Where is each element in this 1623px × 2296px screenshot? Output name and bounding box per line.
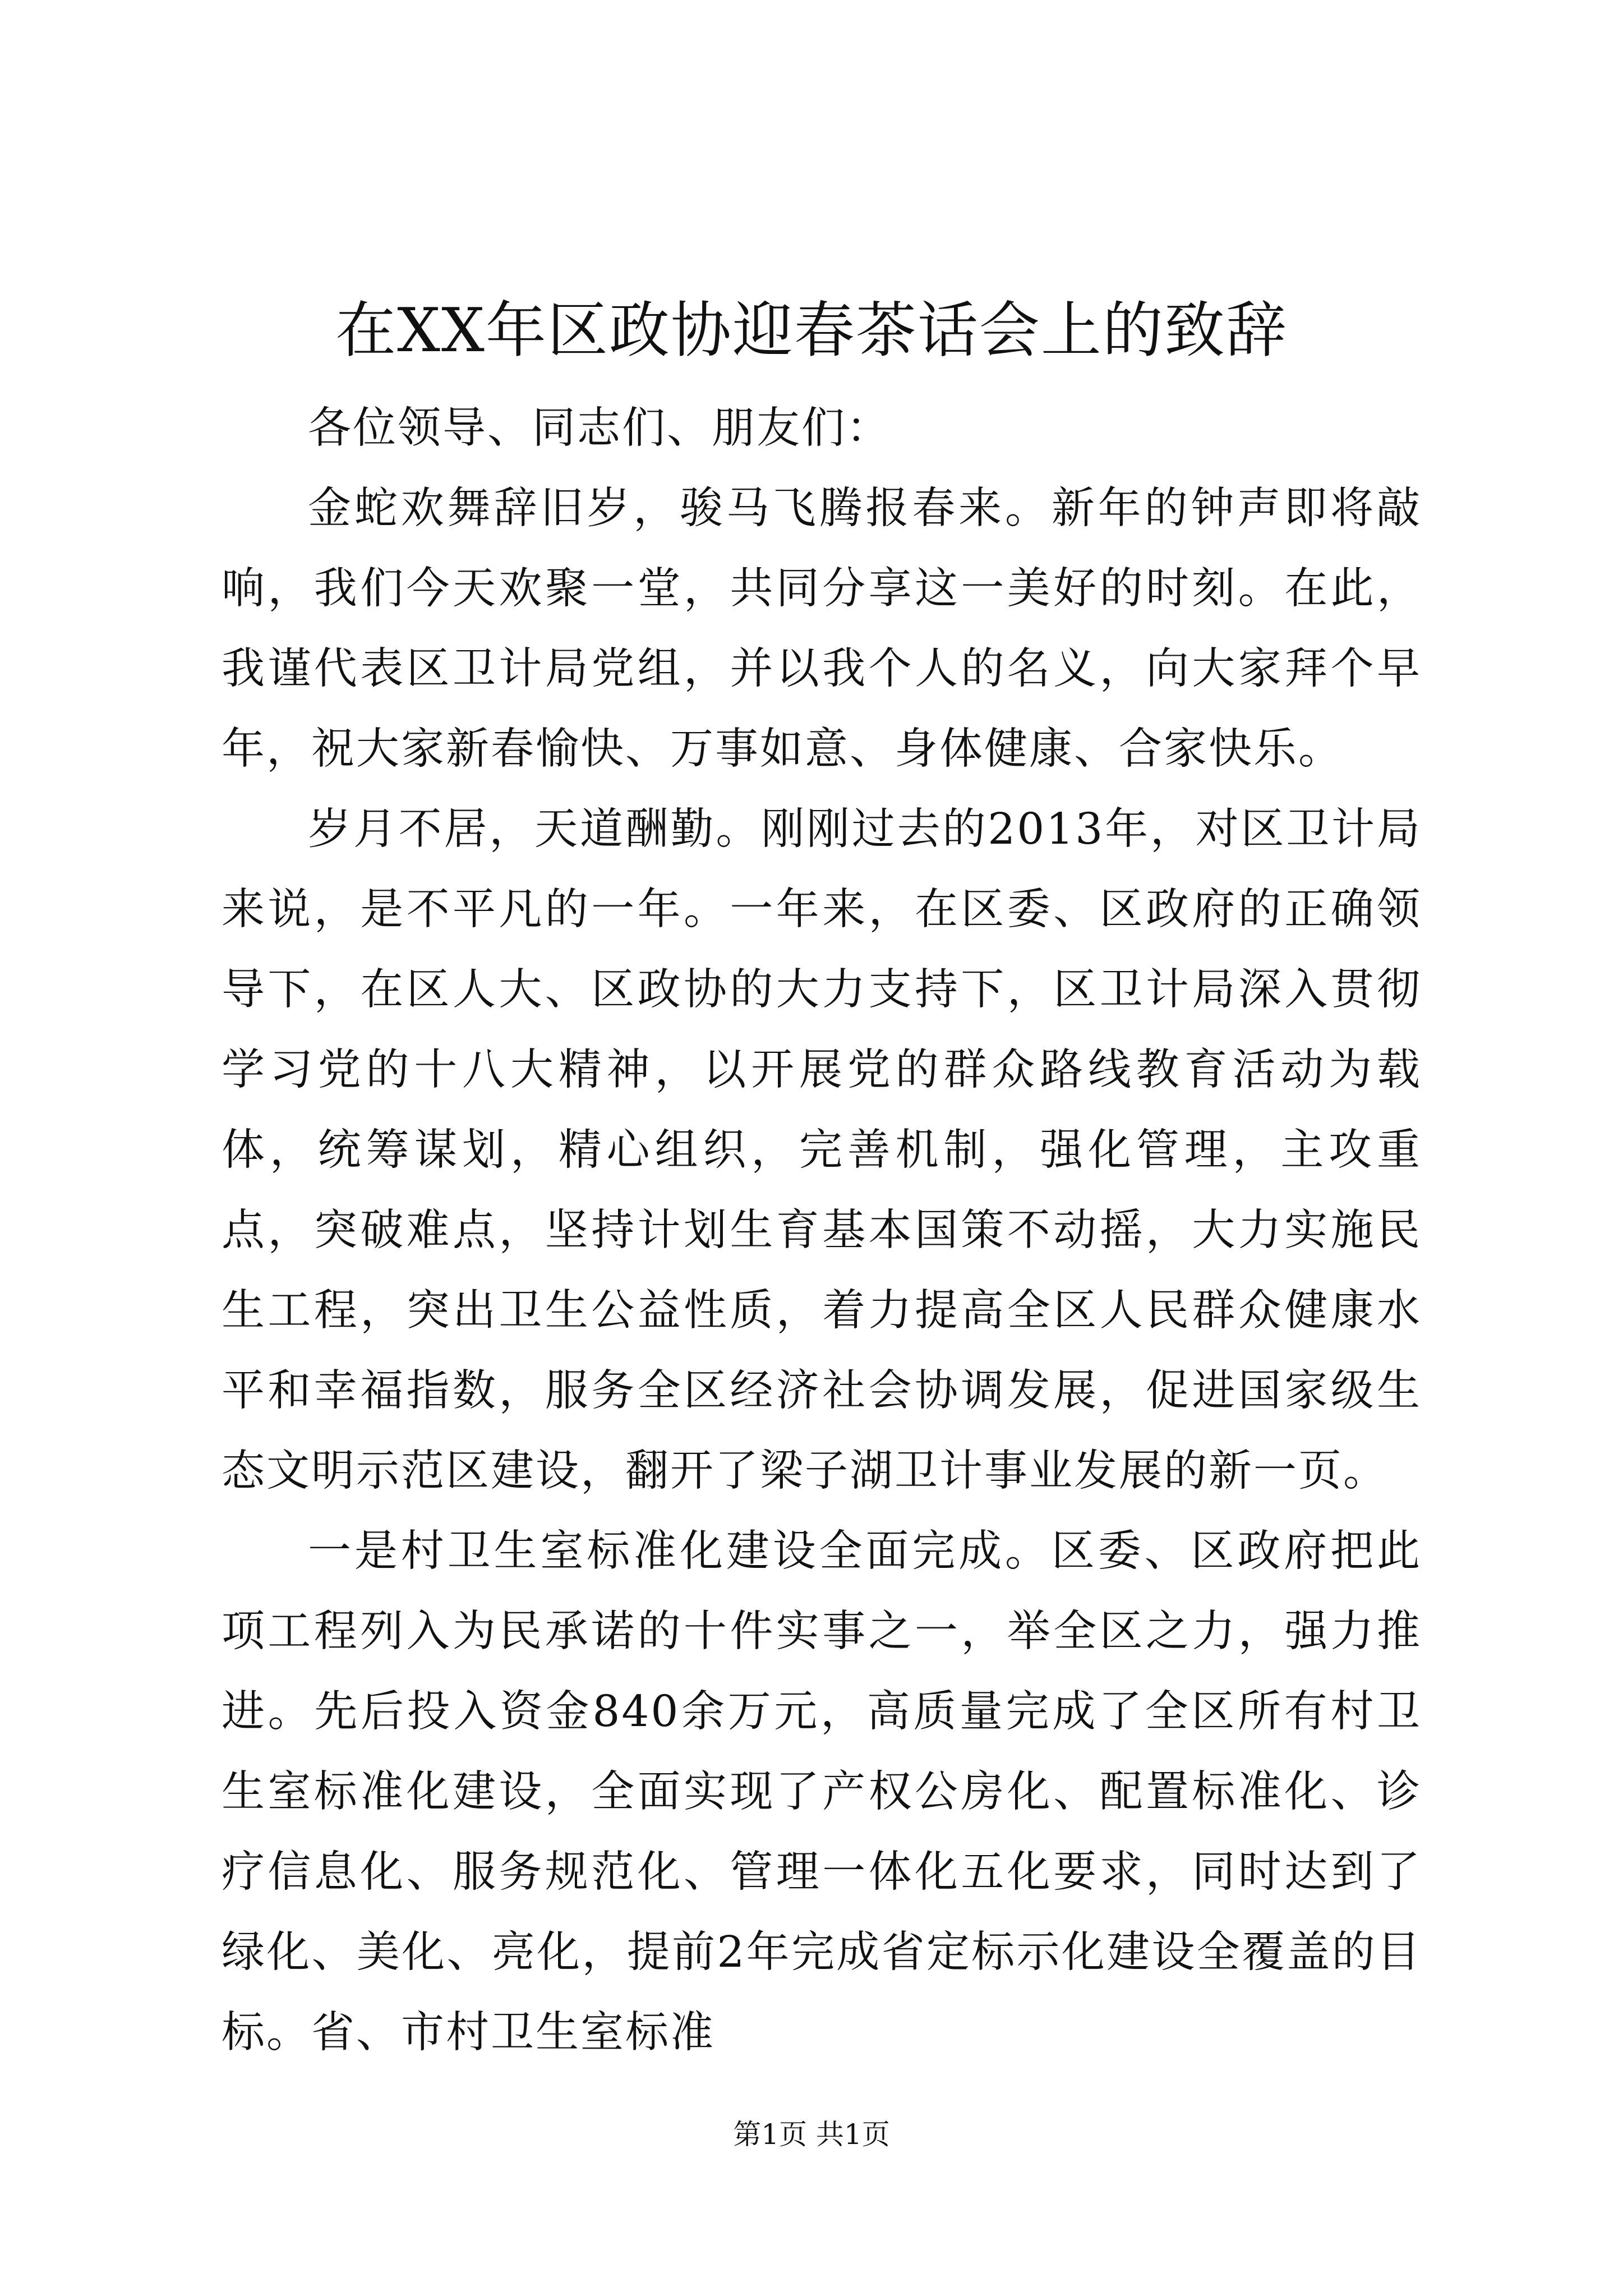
salutation-paragraph: 各位领导、同志们、朋友们：: [308, 403, 891, 453]
document-title: 在XX年区政协迎春茶话会上的致辞: [335, 296, 1288, 366]
greeting-paragraph: 金蛇欢舞辞旧岁，骏马飞腾报春来。新年的钟声即将敲响，我们今天欢聚一堂，共同分享这一美好的时刻。在此，我谨代表区卫计局党组，并以我个人的名义，向大家拜个早年，祝大家新春愉快、万事如意、身体健康、合家快乐。: [222, 484, 1422, 774]
page-footer: 第1页 共1页: [733, 2118, 890, 2151]
review-paragraph: 岁月不居，天道酬勤。刚刚过去的2013年，对区卫计局来说，是不平凡的一年。一年来，在区委、区政府的正确领导下，在区人大、区政协的大力支持下，区卫计局深入贯彻学习党的十八大精神，以开展党的群众路线教育活动为载体，统筹谋划，精心组织，完善机制，强化管理，主攻重点，突破难点，坚持计划生育基本国策不动摇，大力实施民生工程，突出卫生公益性质，着力提高全区人民群众健康水平和幸福指数，服务全区经济社会协调发展，促进国家级生态文明示范区建设，翻开了梁子湖卫计事业发展的新一页。: [222, 804, 1422, 1496]
document-body: [222, 388, 1422, 2073]
achievement-paragraph: 一是村卫生室标准化建设全面完成。区委、区政府把此项工程列入为民承诺的十件实事之一，举全区之力，强力推进。先后投入资金840余万元，高质量完成了全区所有村卫生室标准化建设，全面实现了产权公房化、配置标准化、诊疗信息化、服务规范化、管理一体化五化要求，同时达到了绿化、美化、亮化，提前2年完成省定标示化建设全覆盖的目标。省、市村卫生室标准: [222, 1526, 1422, 2058]
